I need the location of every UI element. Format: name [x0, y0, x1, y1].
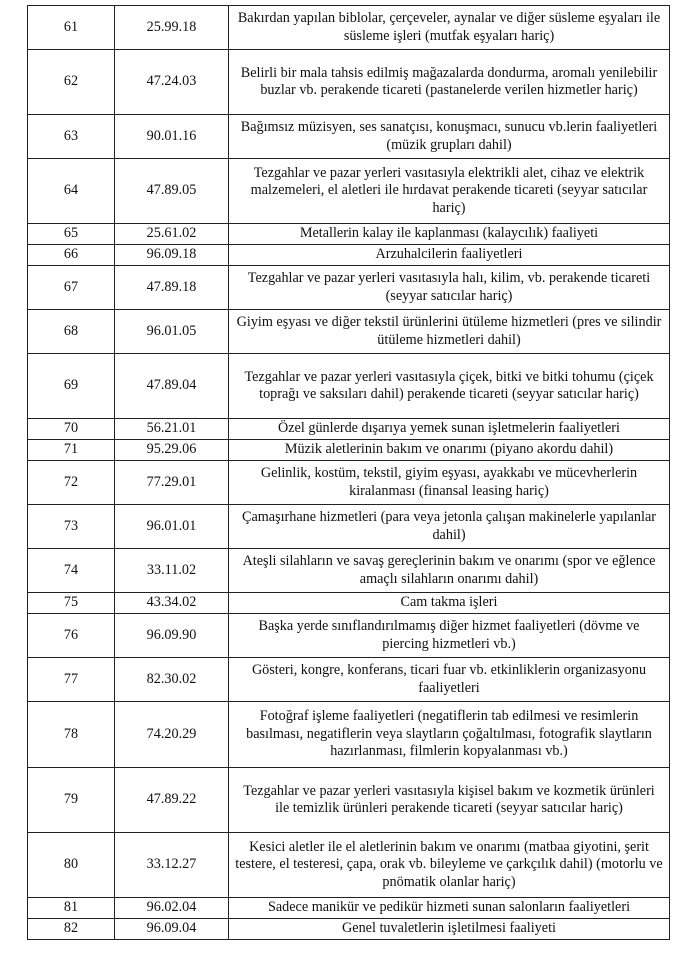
row-number: 61: [28, 6, 115, 50]
row-number: 67: [28, 266, 115, 310]
activity-description: Tezgahlar ve pazar yerleri vasıtasıyla elektrikli alet, cihaz ve elektrik malzemeleri, el aletleri ile hırdavat perakende ticareti (seyyar satıcılar hariç): [229, 159, 670, 224]
activity-code: 96.02.04: [115, 898, 229, 919]
activity-description: Kesici aletler ile el aletlerinin bakım ve onarımı (matbaa giyotini, şerit testere, el testeresi, çapa, orak vb. bileyleme ve çarkçılık dahil) (motorlu ve pnömatik olanlar hariç): [229, 833, 670, 898]
row-number: 82: [28, 919, 115, 940]
activity-description: Gösteri, kongre, konferans, ticari fuar vb. etkinliklerin organizasyonu faaliyetleri: [229, 658, 670, 702]
table-row: [28, 898, 670, 919]
row-number: 81: [28, 898, 115, 919]
table-row: [28, 6, 670, 50]
row-number: 73: [28, 505, 115, 549]
table-row: [28, 354, 670, 419]
activity-code: 25.99.18: [115, 6, 229, 50]
table-row: [28, 658, 670, 702]
row-number: 80: [28, 833, 115, 898]
table-row: [28, 461, 670, 505]
row-number: 71: [28, 440, 115, 461]
activity-description: Çamaşırhane hizmetleri (para veya jetonla çalışan makinelerle yapılanlar dahil): [229, 505, 670, 549]
table-body: [28, 6, 670, 940]
table-row: [28, 919, 670, 940]
activity-description: Gelinlik, kostüm, tekstil, giyim eşyası, ayakkabı ve mücevherlerin kiralanması (finansal leasing hariç): [229, 461, 670, 505]
activity-description: Bakırdan yapılan biblolar, çerçeveler, aynalar ve diğer süsleme eşyaları ile süsleme işleri (mutfak eşyaları hariç): [229, 6, 670, 50]
activity-description: Bağımsız müzisyen, ses sanatçısı, konuşmacı, sunucu vb.lerin faaliyetleri (müzik grupları dahil): [229, 115, 670, 159]
table-row: [28, 224, 670, 245]
activity-table-container: [27, 5, 670, 940]
table-row: [28, 593, 670, 614]
activity-description: Özel günlerde dışarıya yemek sunan işletmelerin faaliyetleri: [229, 419, 670, 440]
activity-code: 96.01.05: [115, 310, 229, 354]
row-number: 64: [28, 159, 115, 224]
activity-code: 47.89.22: [115, 768, 229, 833]
row-number: 66: [28, 245, 115, 266]
table-row: [28, 614, 670, 658]
activity-description: Fotoğraf işleme faaliyetleri (negatiflerin tab edilmesi ve resimlerin basılması, negatiflerin veya slaytların çoğaltılması, fotografik slaytların hazırlanması, filmlerin kopyalanması vb.): [229, 702, 670, 768]
row-number: 74: [28, 549, 115, 593]
activity-description: Tezgahlar ve pazar yerleri vasıtasıyla kişisel bakım ve kozmetik ürünleri ile temizlik ürünleri perakende ticareti (seyyar satıcılar hariç): [229, 768, 670, 833]
row-number: 69: [28, 354, 115, 419]
activity-code: 43.34.02: [115, 593, 229, 614]
row-number: 70: [28, 419, 115, 440]
row-number: 76: [28, 614, 115, 658]
table-row: [28, 549, 670, 593]
activity-code: 47.89.05: [115, 159, 229, 224]
activity-description: Belirli bir mala tahsis edilmiş mağazalarda dondurma, aromalı yenilebilir buzlar vb. perakende ticareti (pastanelerde verilen hizmetler hariç): [229, 50, 670, 115]
activity-code: 82.30.02: [115, 658, 229, 702]
activity-code: 25.61.02: [115, 224, 229, 245]
activity-description: Genel tuvaletlerin işletilmesi faaliyeti: [229, 919, 670, 940]
table-row: [28, 505, 670, 549]
activity-description: Müzik aletlerinin bakım ve onarımı (piyano akordu dahil): [229, 440, 670, 461]
activity-description: Arzuhalcilerin faaliyetleri: [229, 245, 670, 266]
table-row: [28, 833, 670, 898]
row-number: 78: [28, 702, 115, 768]
table-row: [28, 310, 670, 354]
row-number: 77: [28, 658, 115, 702]
table-row: [28, 702, 670, 768]
activity-code: 56.21.01: [115, 419, 229, 440]
activity-description: Başka yerde sınıflandırılmamış diğer hizmet faaliyetleri (dövme ve piercing hizmetleri vb.): [229, 614, 670, 658]
table-row: [28, 50, 670, 115]
row-number: 72: [28, 461, 115, 505]
activity-code: 95.29.06: [115, 440, 229, 461]
activity-description: Tezgahlar ve pazar yerleri vasıtasıyla halı, kilim, vb. perakende ticareti (seyyar satıcılar hariç): [229, 266, 670, 310]
activity-code: 47.89.04: [115, 354, 229, 419]
table-row: [28, 115, 670, 159]
activity-code: 47.89.18: [115, 266, 229, 310]
activity-code: 96.01.01: [115, 505, 229, 549]
activity-code: 96.09.18: [115, 245, 229, 266]
activity-code-table: [27, 5, 670, 940]
activity-description: Metallerin kalay ile kaplanması (kalaycılık) faaliyeti: [229, 224, 670, 245]
table-row: [28, 440, 670, 461]
table-row: [28, 245, 670, 266]
row-number: 65: [28, 224, 115, 245]
activity-description: Cam takma işleri: [229, 593, 670, 614]
table-row: [28, 419, 670, 440]
activity-code: 90.01.16: [115, 115, 229, 159]
table-row: [28, 768, 670, 833]
activity-code: 96.09.90: [115, 614, 229, 658]
activity-code: 77.29.01: [115, 461, 229, 505]
activity-code: 33.11.02: [115, 549, 229, 593]
row-number: 79: [28, 768, 115, 833]
row-number: 63: [28, 115, 115, 159]
activity-code: 47.24.03: [115, 50, 229, 115]
row-number: 75: [28, 593, 115, 614]
activity-description: Ateşli silahların ve savaş gereçlerinin bakım ve onarımı (spor ve eğlence amaçlı silahların onarımı dahil): [229, 549, 670, 593]
activity-code: 74.20.29: [115, 702, 229, 768]
activity-description: Sadece manikür ve pedikür hizmeti sunan salonların faaliyetleri: [229, 898, 670, 919]
table-row: [28, 266, 670, 310]
activity-code: 96.09.04: [115, 919, 229, 940]
table-row: [28, 159, 670, 224]
activity-description: Tezgahlar ve pazar yerleri vasıtasıyla çiçek, bitki ve bitki tohumu (çiçek toprağı ve saksıları dahil) perakende ticareti (seyyar satıcılar hariç): [229, 354, 670, 419]
row-number: 62: [28, 50, 115, 115]
activity-description: Giyim eşyası ve diğer tekstil ürünlerini ütüleme hizmetleri (pres ve silindir ütüleme hizmetleri dahil): [229, 310, 670, 354]
activity-code: 33.12.27: [115, 833, 229, 898]
row-number: 68: [28, 310, 115, 354]
